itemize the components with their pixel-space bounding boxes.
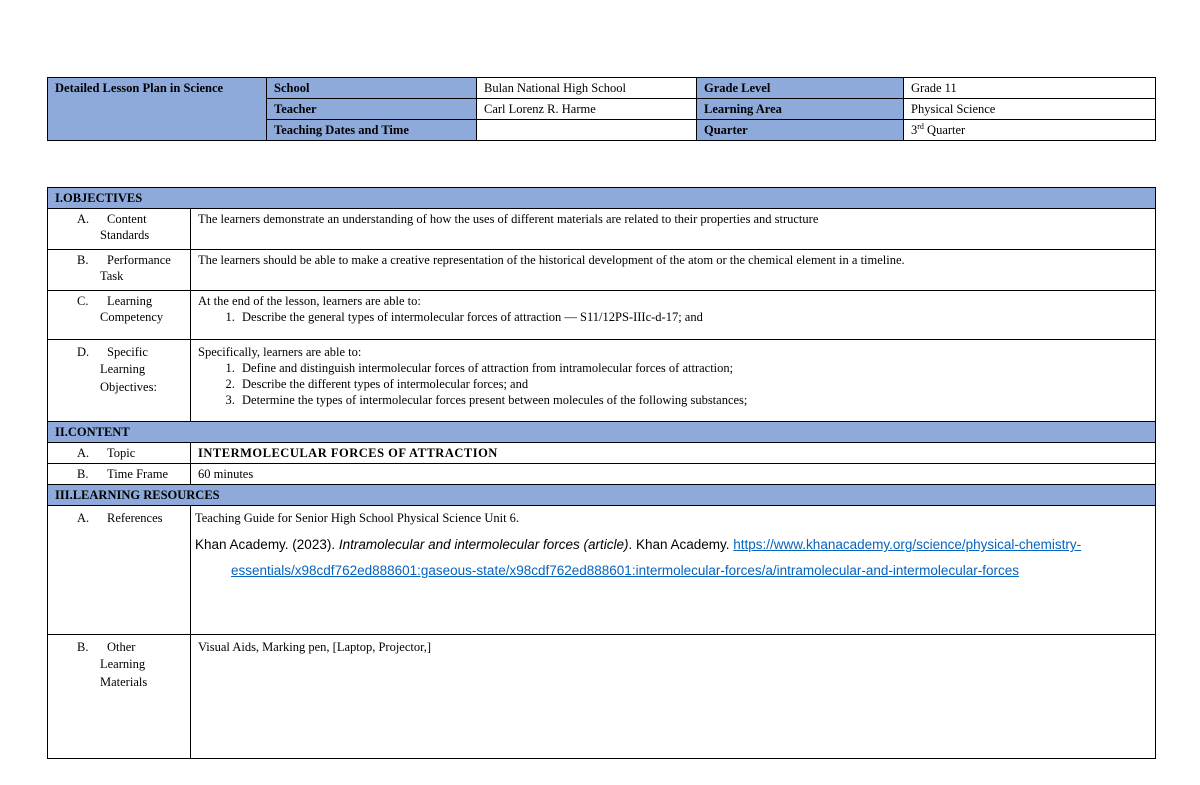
grade-level-label: Grade Level [697, 78, 904, 99]
time-frame-label: B. Time Frame [48, 464, 191, 485]
learning-resources-heading: III.LEARNING RESOURCES [48, 485, 1156, 506]
school-value: Bulan National High School [477, 78, 697, 99]
references-text [191, 506, 1156, 635]
specific-objectives-label: D. Specific Learning Objectives: [48, 340, 191, 422]
khan-academy-citation: Khan Academy. (2023). Intramolecular and intermolecular forces (article). Khan Academy. https://www.khanacademy.org/science/physical-chemistry- [195, 537, 1082, 552]
time-frame-value: 60 minutes [191, 464, 1156, 485]
competency-intro: At the end of the lesson, learners are able to: [198, 294, 421, 308]
objective-item: 1. Define and distinguish intermolecular forces of attraction from intramolecular forces of attraction; [238, 360, 1148, 376]
quarter-value [904, 120, 1156, 141]
khan-academy-link[interactable]: https://www.khanacademy.org/science/physical-chemistry- [733, 537, 1082, 552]
khan-academy-link-continued [195, 560, 1148, 582]
topic-value: INTERMOLECULAR FORCES OF ATTRACTION [191, 443, 1156, 464]
khan-academy-link-part2[interactable]: essentials/x98cdf762ed888601:gaseous-state/x98cdf762ed888601:intermolecular-forces/a/intramolecular-and-intermolecular-forces [231, 563, 1019, 578]
lesson-main-table [47, 187, 1156, 759]
learning-competency-text [191, 291, 1156, 340]
performance-task-label: B. Performance Task [48, 250, 191, 291]
other-materials-text: Visual Aids, Marking pen, [Laptop, Projector,] [191, 635, 1156, 759]
topic-label: A. Topic [48, 443, 191, 464]
references-label: A. References [48, 506, 191, 635]
specific-objectives-text [191, 340, 1156, 422]
header-table [47, 77, 1156, 141]
teaching-dates-label: Teaching Dates and Time [267, 120, 477, 141]
lesson-plan-title: Detailed Lesson Plan in Science [48, 78, 267, 141]
objectives-heading: I.OBJECTIVES [48, 188, 1156, 209]
teaching-guide-reference: Teaching Guide for Senior High School Physical Science Unit 6. [195, 511, 520, 525]
learning-competency-label: C. Learning Competency [48, 291, 191, 340]
school-label: School [267, 78, 477, 99]
teacher-label: Teacher [267, 99, 477, 120]
learning-area-value: Physical Science [904, 99, 1156, 120]
quarter-suffix: rd [917, 121, 924, 131]
other-materials-label: B. Other Learning Materials [48, 635, 191, 759]
performance-task-text: The learners should be able to make a creative representation of the historical development of the atom or the chemical element in a timeline. [191, 250, 1156, 291]
teacher-value: Carl Lorenz R. Harme [477, 99, 697, 120]
competency-item: 1. Describe the general types of intermolecular forces of attraction — S11/12PS-IIIc-d-17; and [238, 309, 1148, 325]
objective-item: 2. Describe the different types of intermolecular forces; and [238, 376, 1148, 392]
quarter-label: Quarter [697, 120, 904, 141]
objective-item: 3. Determine the types of intermolecular forces present between molecules of the following substances; [238, 392, 1148, 408]
learning-area-label: Learning Area [697, 99, 904, 120]
specific-objectives-intro: Specifically, learners are able to: [198, 345, 362, 359]
content-heading: II.CONTENT [48, 422, 1156, 443]
teaching-dates-value [477, 120, 697, 141]
grade-level-value: Grade 11 [904, 78, 1156, 99]
quarter-word: Quarter [923, 123, 966, 137]
quarter-number: 3 [911, 123, 918, 137]
content-standards-label: A. Content Standards [48, 209, 191, 250]
content-standards-text: The learners demonstrate an understanding of how the uses of different materials are related to their properties and structure [191, 209, 1156, 250]
